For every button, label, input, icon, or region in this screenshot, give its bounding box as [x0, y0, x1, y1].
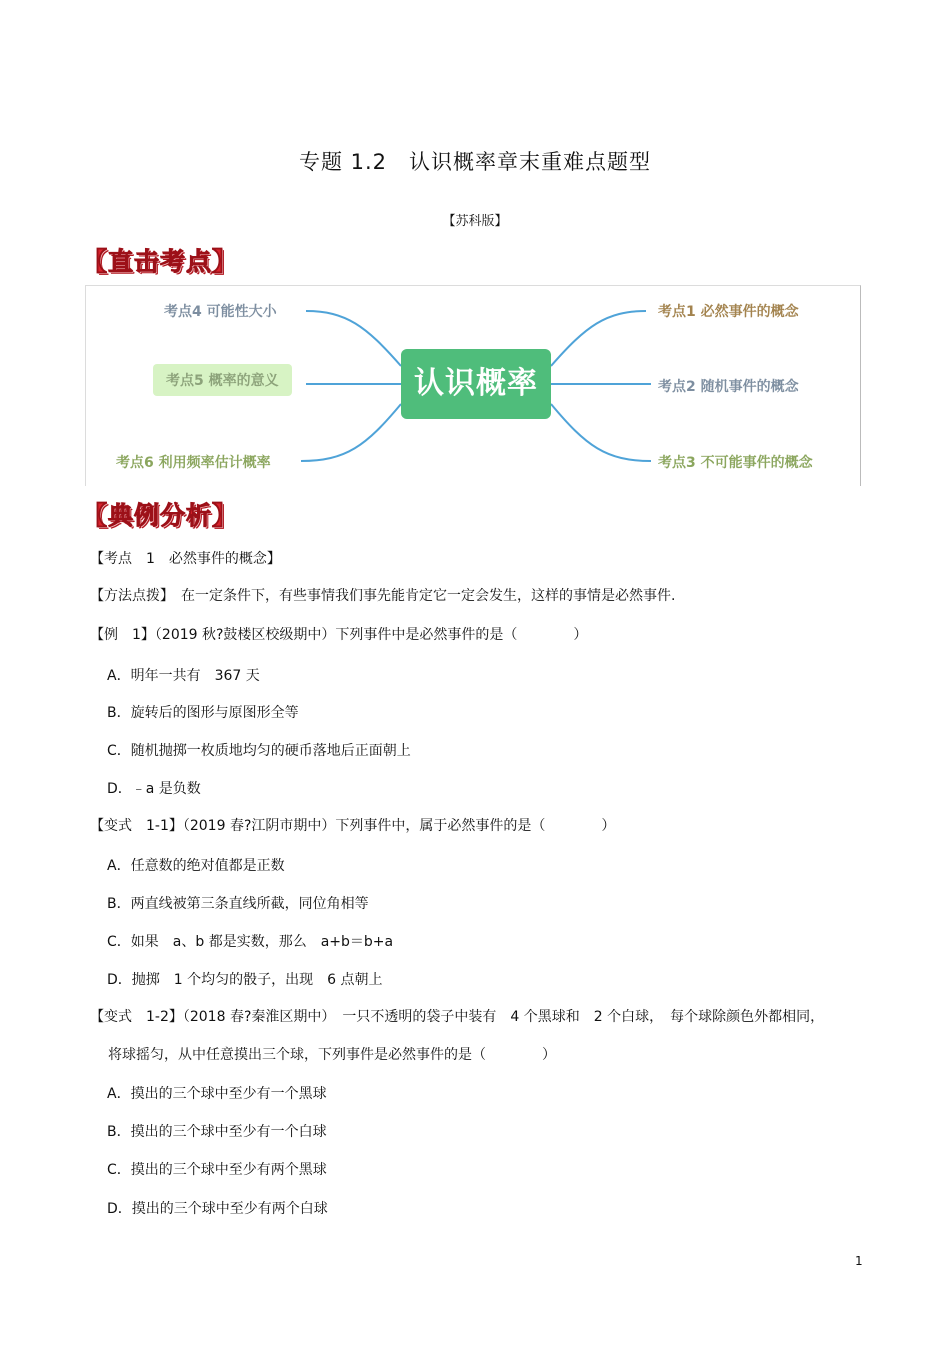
- edition-label: 【苏科版】: [442, 214, 508, 229]
- example1-option-a: A．明年一共有 367 天: [107, 668, 260, 684]
- branch-point1: 考点1 必然事件的概念: [658, 304, 799, 320]
- key-points-banner: 【直击考点】: [82, 247, 239, 276]
- branch-point5: 考点5 概率的意义: [153, 364, 292, 396]
- variant11-option-b: B．两直线被第三条直线所截，同位角相等: [107, 896, 369, 912]
- variant12-stem-continued: 将球摇匀，从中任意摸出三个球，下列事件是必然事件的是（ ）: [108, 1047, 556, 1063]
- variant11-option-c: C．如果 a、b 都是实数，那么 a+b＝b+a: [107, 934, 394, 950]
- branch-point4: 考点4 可能性大小: [164, 304, 277, 320]
- branch-point6: 考点6 利用频率估计概率: [116, 455, 271, 471]
- examples-banner: 【典例分析】: [82, 501, 239, 530]
- variant11-option-d: D．抛掷 1 个均匀的骰子，出现 6 点朝上: [107, 972, 383, 988]
- example1-stem: 【例 1】（2019 秋?鼓楼区校级期中）下列事件中是必然事件的是（ ）: [90, 627, 588, 643]
- connector-left-top: [306, 311, 401, 366]
- variant12-option-c: C．摸出的三个球中至少有两个黑球: [107, 1162, 327, 1178]
- page-title: 专题 1.2 认识概率章末重难点题型: [298, 150, 652, 174]
- section-heading-point1: 【考点 1 必然事件的概念】: [90, 551, 281, 567]
- connector-right-bottom: [551, 404, 651, 461]
- variant12-stem: 【变式 1-2】（2018 春?秦淮区期中） 一只不透明的袋子中装有 4 个黑球和 2 个白球， 每个球除颜色外都相同，: [90, 1009, 825, 1025]
- mind-map-center-node: 认识概率: [401, 349, 551, 419]
- branch-point2: 考点2 随机事件的概念: [658, 379, 799, 395]
- variant12-option-a: A．摸出的三个球中至少有一个黑球: [107, 1086, 327, 1102]
- variant11-option-a: A．任意数的绝对值都是正数: [107, 858, 285, 874]
- example1-option-b: B．旋转后的图形与原图形全等: [107, 705, 299, 721]
- variant11-stem: 【变式 1-1】（2019 春?江阴市期中）下列事件中，属于必然事件的是（ ）: [90, 818, 616, 834]
- example1-option-c: C．随机抛掷一枚质地均匀的硬币落地后正面朝上: [107, 743, 411, 759]
- variant12-option-d: D．摸出的三个球中至少有两个白球: [107, 1201, 328, 1217]
- mind-map: [85, 285, 861, 486]
- variant12-option-b: B．摸出的三个球中至少有一个白球: [107, 1124, 327, 1140]
- method-tip: 【方法点拨】 在一定条件下，有些事情我们事先能肯定它一定会发生，这样的事情是必然事件.: [90, 588, 676, 604]
- example1-option-d: D．﹣a 是负数: [107, 781, 201, 797]
- page-number: 1: [855, 1254, 863, 1268]
- connector-right-top: [551, 311, 646, 366]
- branch-point3: 考点3 不可能事件的概念: [658, 455, 813, 471]
- connector-left-bottom: [301, 404, 401, 461]
